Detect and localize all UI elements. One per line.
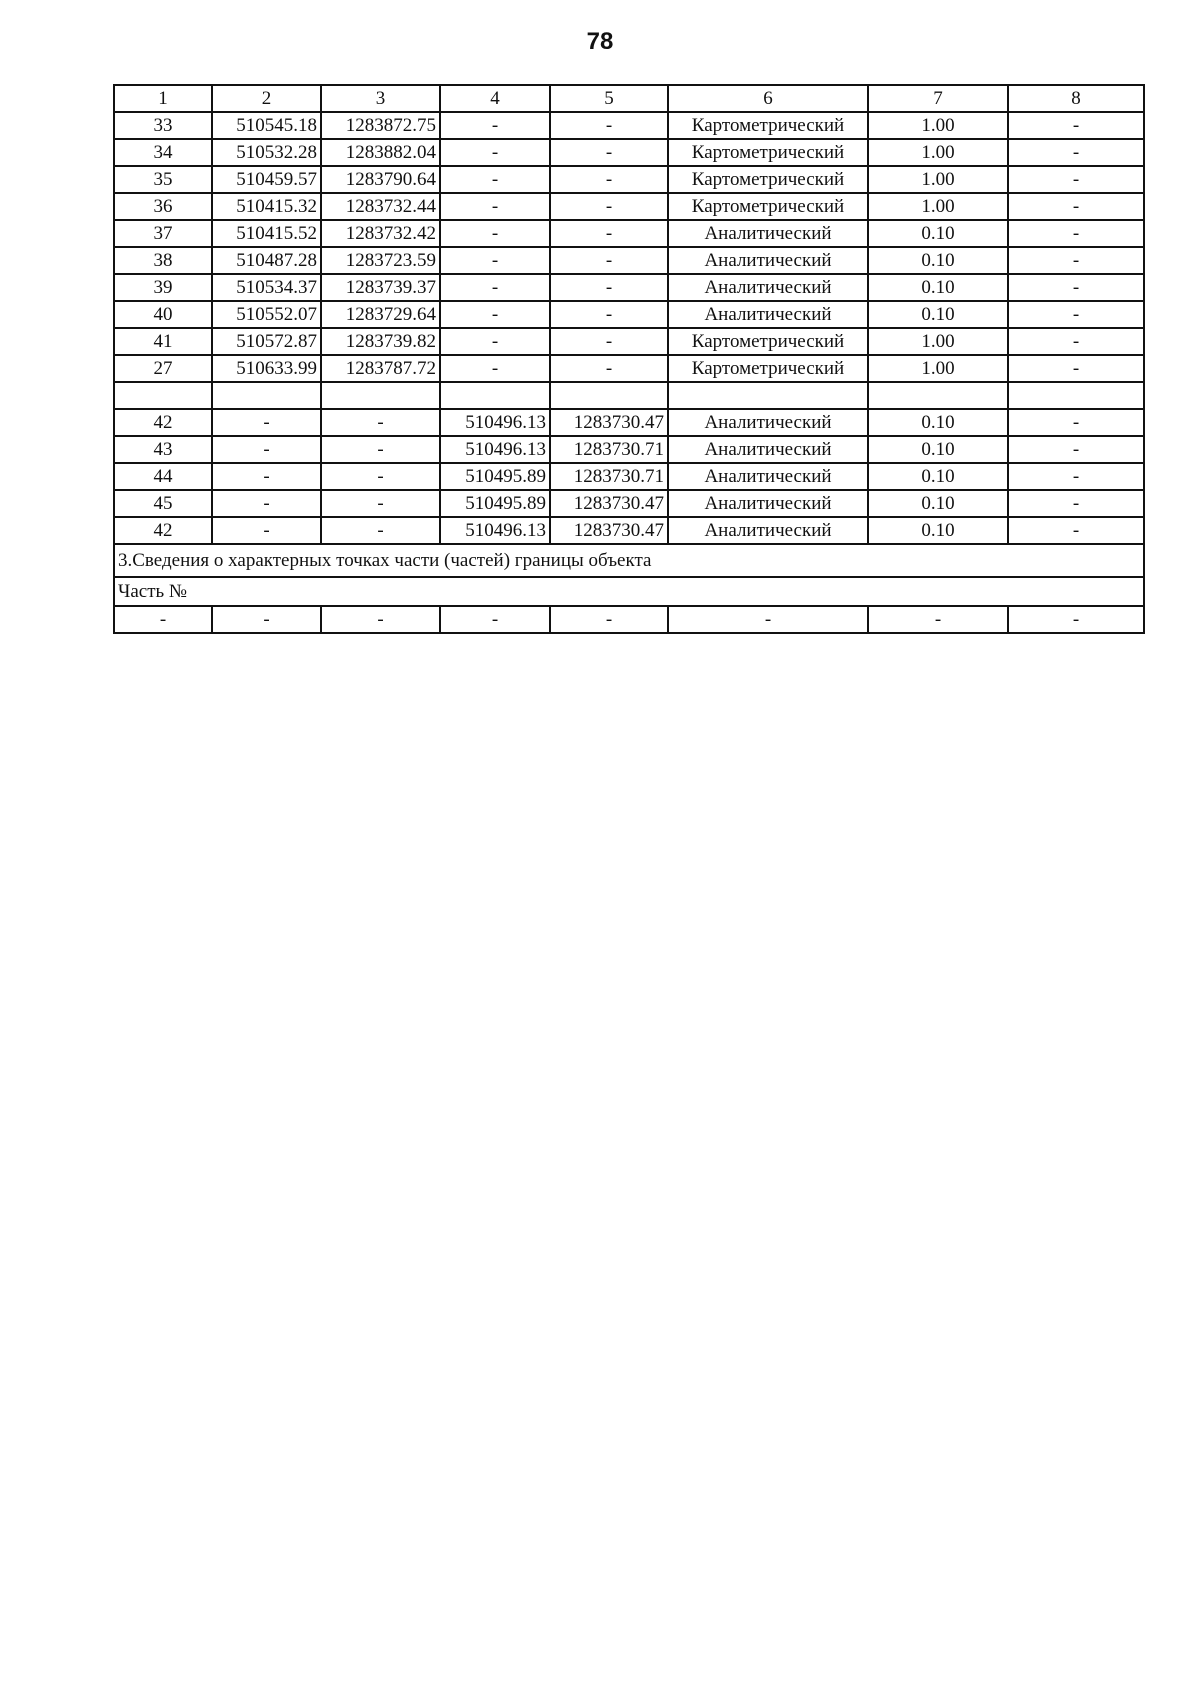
table-cell: 41 <box>114 328 212 355</box>
table-cell: 1283730.71 <box>550 436 668 463</box>
table-cell: Картометрический <box>668 355 868 382</box>
header-cell: 6 <box>668 85 868 112</box>
table-cell: - <box>550 355 668 382</box>
table-cell: 510552.07 <box>212 301 321 328</box>
table-cell: 510415.52 <box>212 220 321 247</box>
coordinates-table <box>113 84 1145 634</box>
table-cell: 1283729.64 <box>321 301 440 328</box>
table-cell: - <box>212 436 321 463</box>
table-cell: - <box>212 517 321 544</box>
table-cell: - <box>440 274 550 301</box>
table-cell: - <box>1008 112 1144 139</box>
table-cell: 510487.28 <box>212 247 321 274</box>
table-cell: 1283730.71 <box>550 463 668 490</box>
table-cell: 1283882.04 <box>321 139 440 166</box>
table-cell: 38 <box>114 247 212 274</box>
table-row <box>114 274 1144 301</box>
table-cell: - <box>1008 606 1144 633</box>
table-cell: Картометрический <box>668 193 868 220</box>
table-cell: - <box>550 328 668 355</box>
table-cell: - <box>1008 517 1144 544</box>
table-cell: 43 <box>114 436 212 463</box>
table-cell: 1.00 <box>868 112 1008 139</box>
table-cell: 0.10 <box>868 517 1008 544</box>
table-cell: Картометрический <box>668 166 868 193</box>
table-cell: 1.00 <box>868 193 1008 220</box>
table-cell: Аналитический <box>668 301 868 328</box>
table-cell: 510545.18 <box>212 112 321 139</box>
table-cell: 510495.89 <box>440 463 550 490</box>
table-cell: 1.00 <box>868 355 1008 382</box>
table-cell: 510534.37 <box>212 274 321 301</box>
table-cell: 1283723.59 <box>321 247 440 274</box>
table-cell: - <box>440 301 550 328</box>
table-cell: - <box>321 436 440 463</box>
table-cell: - <box>321 517 440 544</box>
table-cell: - <box>1008 220 1144 247</box>
table-row <box>114 328 1144 355</box>
header-cell: 4 <box>440 85 550 112</box>
table-row <box>114 409 1144 436</box>
final-row <box>114 606 1144 633</box>
table-cell: - <box>868 606 1008 633</box>
table-cell: - <box>1008 490 1144 517</box>
table-cell: - <box>440 112 550 139</box>
table-row <box>114 220 1144 247</box>
empty-cell <box>114 382 212 409</box>
table-cell: 510496.13 <box>440 436 550 463</box>
table-row <box>114 436 1144 463</box>
table-cell: - <box>550 112 668 139</box>
table-cell: 1.00 <box>868 139 1008 166</box>
table-cell: - <box>321 463 440 490</box>
table-cell: 45 <box>114 490 212 517</box>
table-cell: Аналитический <box>668 220 868 247</box>
table-cell: 37 <box>114 220 212 247</box>
table-cell: - <box>321 409 440 436</box>
table-cell: - <box>440 139 550 166</box>
table-cell: 39 <box>114 274 212 301</box>
empty-cell <box>1008 382 1144 409</box>
header-cell: 5 <box>550 85 668 112</box>
table-cell: 42 <box>114 409 212 436</box>
table-cell: 1283730.47 <box>550 490 668 517</box>
header-cell: 3 <box>321 85 440 112</box>
separator-row <box>114 382 1144 409</box>
table-cell: - <box>668 606 868 633</box>
table-row <box>114 301 1144 328</box>
table-cell: 0.10 <box>868 247 1008 274</box>
table-cell: - <box>550 139 668 166</box>
header-cell: 2 <box>212 85 321 112</box>
table-cell: 1.00 <box>868 166 1008 193</box>
table-cell: - <box>1008 274 1144 301</box>
table-cell: - <box>1008 328 1144 355</box>
table-cell: 1.00 <box>868 328 1008 355</box>
table-cell: Аналитический <box>668 247 868 274</box>
table-cell: - <box>1008 301 1144 328</box>
table-cell: 33 <box>114 112 212 139</box>
table-cell: - <box>1008 139 1144 166</box>
table-cell: Аналитический <box>668 517 868 544</box>
empty-cell <box>668 382 868 409</box>
table-cell: 1283732.44 <box>321 193 440 220</box>
table-cell: - <box>212 463 321 490</box>
table-cell: 510532.28 <box>212 139 321 166</box>
table-cell: 510415.32 <box>212 193 321 220</box>
table-cell: - <box>1008 247 1144 274</box>
table-cell: Картометрический <box>668 112 868 139</box>
table-cell: 42 <box>114 517 212 544</box>
table-cell: - <box>440 247 550 274</box>
table-cell: Аналитический <box>668 490 868 517</box>
header-cell: 8 <box>1008 85 1144 112</box>
table-cell: - <box>440 166 550 193</box>
table-row <box>114 355 1144 382</box>
table-cell: Аналитический <box>668 436 868 463</box>
table-row <box>114 139 1144 166</box>
table-cell: 0.10 <box>868 274 1008 301</box>
table-cell: 36 <box>114 193 212 220</box>
table-cell: 34 <box>114 139 212 166</box>
table-cell: - <box>550 301 668 328</box>
table-cell: 510496.13 <box>440 517 550 544</box>
header-cell: 1 <box>114 85 212 112</box>
table-cell: - <box>550 220 668 247</box>
table-cell: 510633.99 <box>212 355 321 382</box>
table-cell: - <box>212 490 321 517</box>
table-cell: - <box>1008 166 1144 193</box>
table-cell: - <box>550 193 668 220</box>
empty-cell <box>868 382 1008 409</box>
table-row <box>114 112 1144 139</box>
table-cell: 1283730.47 <box>550 409 668 436</box>
table-cell: - <box>1008 409 1144 436</box>
table-row <box>114 517 1144 544</box>
table-cell: 0.10 <box>868 220 1008 247</box>
table-cell: 0.10 <box>868 463 1008 490</box>
table-cell: 40 <box>114 301 212 328</box>
part-label-row <box>114 577 1144 606</box>
table-cell: 1283739.82 <box>321 328 440 355</box>
table-cell: 1283732.42 <box>321 220 440 247</box>
table-cell: - <box>321 606 440 633</box>
empty-cell <box>550 382 668 409</box>
table-cell: - <box>550 247 668 274</box>
table-row <box>114 463 1144 490</box>
table-cell: - <box>114 606 212 633</box>
table-cell: - <box>212 409 321 436</box>
table-cell: 27 <box>114 355 212 382</box>
table-cell: Картометрический <box>668 139 868 166</box>
table-cell: - <box>550 606 668 633</box>
table-cell: 1283872.75 <box>321 112 440 139</box>
table-row <box>114 166 1144 193</box>
table-cell: 510495.89 <box>440 490 550 517</box>
table-cell: 510572.87 <box>212 328 321 355</box>
empty-cell <box>440 382 550 409</box>
empty-cell <box>212 382 321 409</box>
header-cell: 7 <box>868 85 1008 112</box>
table-cell: 0.10 <box>868 409 1008 436</box>
table-cell: - <box>440 328 550 355</box>
section-title-row <box>114 544 1144 577</box>
table-cell: 1283787.72 <box>321 355 440 382</box>
table-cell: - <box>440 606 550 633</box>
table-cell: 1283730.47 <box>550 517 668 544</box>
table-cell: - <box>1008 436 1144 463</box>
table-cell: - <box>1008 463 1144 490</box>
table-cell: Аналитический <box>668 463 868 490</box>
table-cell: 510496.13 <box>440 409 550 436</box>
header-row <box>114 85 1144 112</box>
table-cell: - <box>550 166 668 193</box>
table-cell: - <box>440 193 550 220</box>
table-cell: 0.10 <box>868 490 1008 517</box>
table-cell: 1283739.37 <box>321 274 440 301</box>
table-row <box>114 490 1144 517</box>
empty-cell <box>321 382 440 409</box>
table-cell: 0.10 <box>868 436 1008 463</box>
table-cell: 1283790.64 <box>321 166 440 193</box>
table-cell: - <box>1008 355 1144 382</box>
table-body <box>114 85 1144 633</box>
table-row <box>114 247 1144 274</box>
table-cell: Картометрический <box>668 328 868 355</box>
table-cell: 44 <box>114 463 212 490</box>
table-cell: - <box>1008 193 1144 220</box>
table-cell: - <box>440 220 550 247</box>
table-cell: Аналитический <box>668 409 868 436</box>
table-row <box>114 193 1144 220</box>
table-cell: - <box>440 355 550 382</box>
table-cell: - <box>321 490 440 517</box>
section-title: 3.Сведения о характерных точках части (частей) границы объекта <box>114 544 1144 577</box>
table-cell: - <box>550 274 668 301</box>
table-cell: 510459.57 <box>212 166 321 193</box>
table-cell: - <box>212 606 321 633</box>
table-cell: 0.10 <box>868 301 1008 328</box>
table-cell: 35 <box>114 166 212 193</box>
part-label: Часть № <box>114 577 1144 606</box>
table-cell: Аналитический <box>668 274 868 301</box>
page-number: 78 <box>586 28 614 55</box>
